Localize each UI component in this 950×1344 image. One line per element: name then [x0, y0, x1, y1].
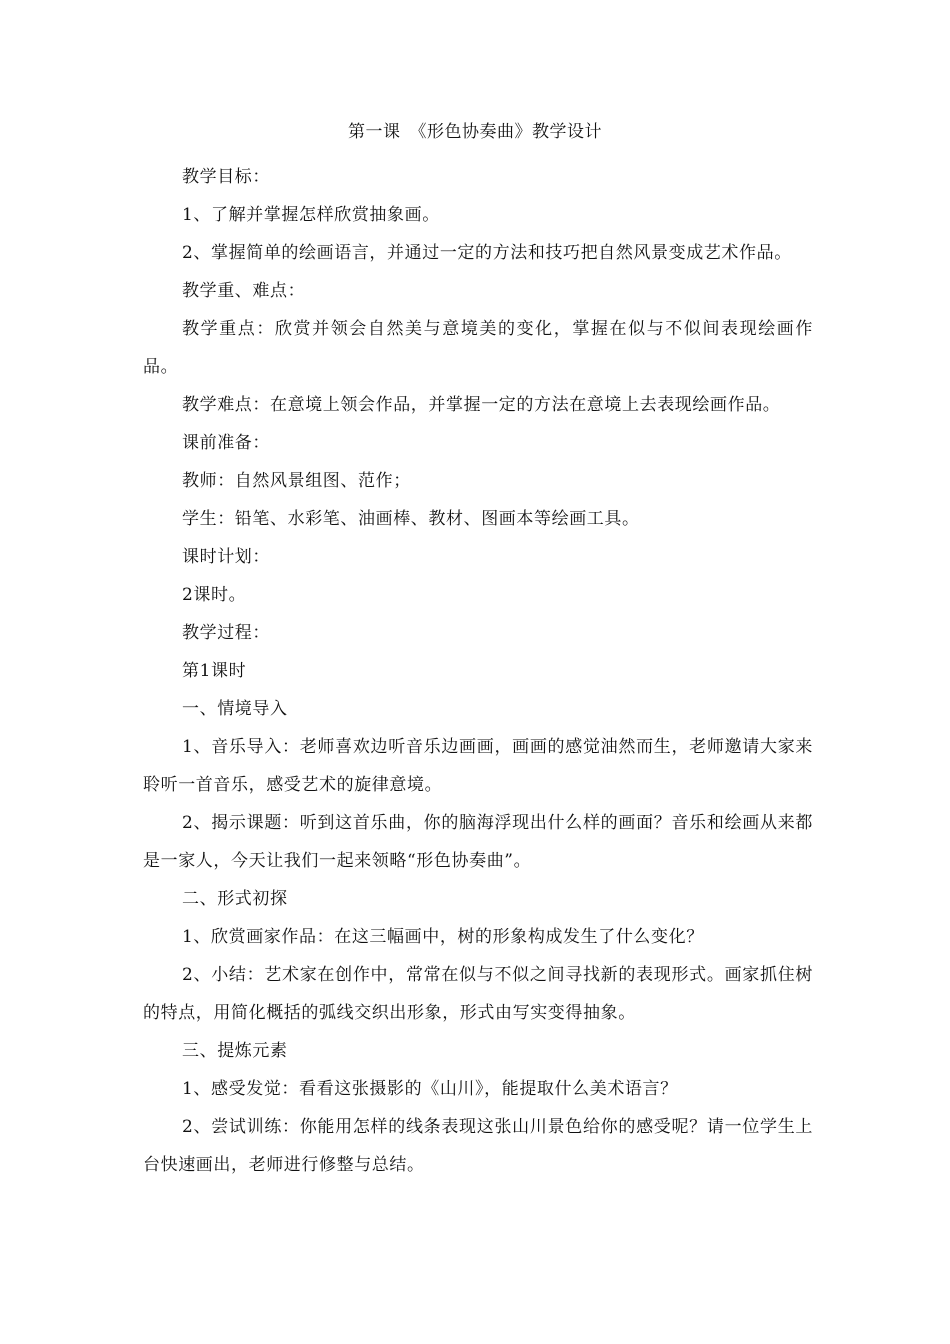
document-body [143, 158, 813, 1184]
paragraph: 课时计划： [182, 547, 270, 567]
paragraph: 一、情境导入 [182, 699, 288, 719]
paragraph: 2、尝试训练：你能用怎样的线条表现这张山川景色给你的感受呢？请一位学生上台快速画出，老师进行修整与总结。 [143, 1117, 813, 1175]
document-title: 第一课 《形色协奏曲》教学设计 [348, 122, 602, 142]
paragraph: 教学难点：在意境上领会作品，并掌握一定的方法在意境上去表现绘画作品。 [182, 395, 781, 415]
paragraph: 1、音乐导入：老师喜欢边听音乐边画画，画画的感觉油然而生，老师邀请大家来聆听一首音乐，感受艺术的旋律意境。 [143, 737, 813, 795]
paragraph: 教学过程： [182, 623, 270, 643]
paragraph: 课前准备： [182, 433, 270, 453]
paragraph: 教学重、难点： [182, 281, 306, 301]
paragraph: 教学目标： [182, 167, 270, 187]
paragraph: 学生：铅笔、水彩笔、油画棒、教材、图画本等绘画工具。 [182, 509, 640, 529]
paragraph: 2、揭示课题：听到这首乐曲，你的脑海浮现出什么样的画面？音乐和绘画从来都是一家人，今天让我们一起来领略“形色协奏曲”。 [143, 813, 813, 871]
paragraph: 第1课时 [182, 661, 247, 681]
paragraph: 教学重点：欣赏并领会自然美与意境美的变化，掌握在似与不似间表现绘画作品。 [143, 319, 813, 377]
paragraph: 三、提炼元素 [182, 1041, 288, 1061]
paragraph: 2、掌握简单的绘画语言，并通过一定的方法和技巧把自然风景变成艺术作品。 [182, 243, 792, 263]
paragraph: 1、欣赏画家作品：在这三幅画中，树的形象构成发生了什么变化？ [182, 927, 704, 947]
paragraph: 1、了解并掌握怎样欣赏抽象画。 [182, 205, 440, 225]
paragraph: 2、小结：艺术家在创作中，常常在似与不似之间寻找新的表现形式。画家抓住树的特点，用简化概括的弧线交织出形象，形式由写实变得抽象。 [143, 965, 813, 1023]
paragraph: 教师：自然风景组图、范作； [182, 471, 411, 491]
paragraph: 二、形式初探 [182, 889, 288, 909]
paragraph: 1、感受发觉：看看这张摄影的《山川》，能提取什么美术语言？ [182, 1079, 678, 1099]
paragraph: 2课时。 [182, 585, 247, 605]
